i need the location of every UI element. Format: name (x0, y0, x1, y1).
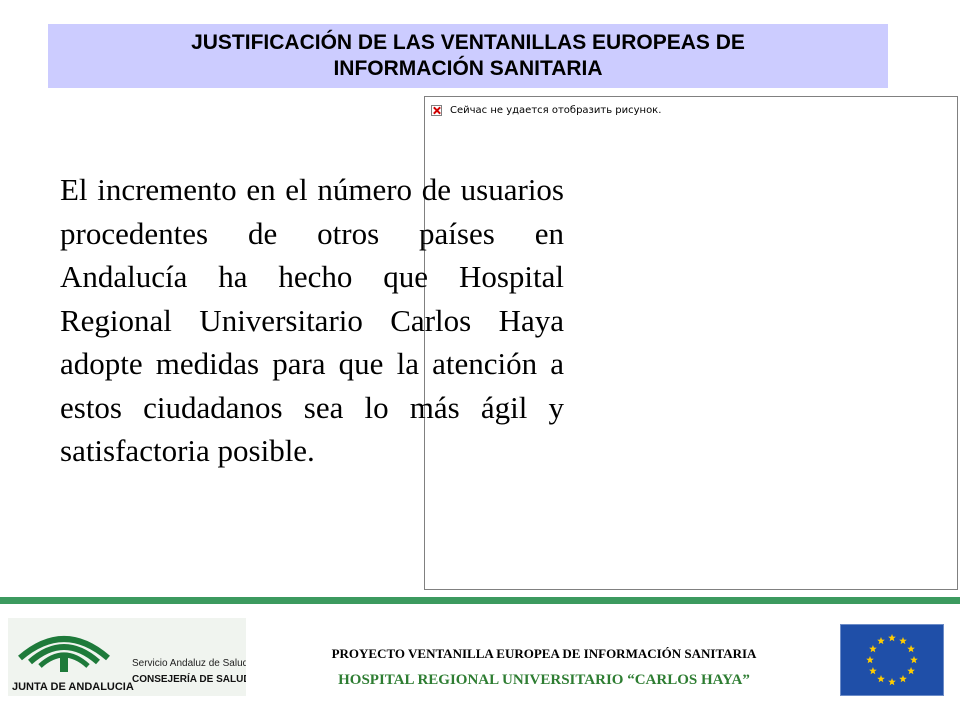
eu-star-icon (907, 645, 915, 652)
footer-hospital-name: HOSPITAL REGIONAL UNIVERSITARIO “CARLOS HAYA” (338, 672, 750, 688)
logo-name-text: JUNTA DE ANDALUCIA (12, 681, 134, 693)
eu-star-icon (888, 678, 896, 685)
eu-star-icon (899, 675, 907, 682)
eu-star-icon (877, 637, 885, 644)
logo-service-text: Servicio Andaluz de Salud (132, 658, 246, 669)
junta-andalucia-logo (8, 618, 246, 696)
eu-star-icon (866, 656, 874, 663)
body-paragraph: El incremento en el número de usuarios procedentes de otros países en Andalucía ha hecho que Hospital Regional Universitario Carlos Haya adopte medidas para que la atención a estos ciudadanos sea lo más ágil y satisfactoria posible. (60, 172, 564, 468)
eu-star-icon (910, 656, 918, 663)
broken-image-icon (431, 105, 442, 116)
logo-consejeria-text: CONSEJERÍA DE SALUD (132, 674, 246, 685)
eu-star-icon (899, 637, 907, 644)
eu-star-icon (869, 667, 877, 674)
slide-title (48, 24, 888, 88)
eu-star-icon (877, 675, 885, 682)
eu-star-icon (888, 634, 896, 641)
footer-project-title: PROYECTO VENTANILLA EUROPEA DE INFORMACIÓN SANITARIA (331, 646, 757, 661)
eu-flag-icon (840, 624, 944, 696)
eu-star-icon (907, 667, 915, 674)
slide-title-line1: JUSTIFICACIÓN DE LAS VENTANILLAS EUROPEAS DE (191, 31, 745, 54)
eu-star-icon (869, 645, 877, 652)
slide-title-line2: INFORMACIÓN SANITARIA (333, 57, 603, 80)
broken-image-notice (431, 105, 661, 116)
broken-image-message: Сейчас не удается отобразить рисунок. (450, 105, 662, 116)
footer-divider (0, 597, 960, 604)
junta-andalucia-emblem-icon (8, 618, 246, 696)
